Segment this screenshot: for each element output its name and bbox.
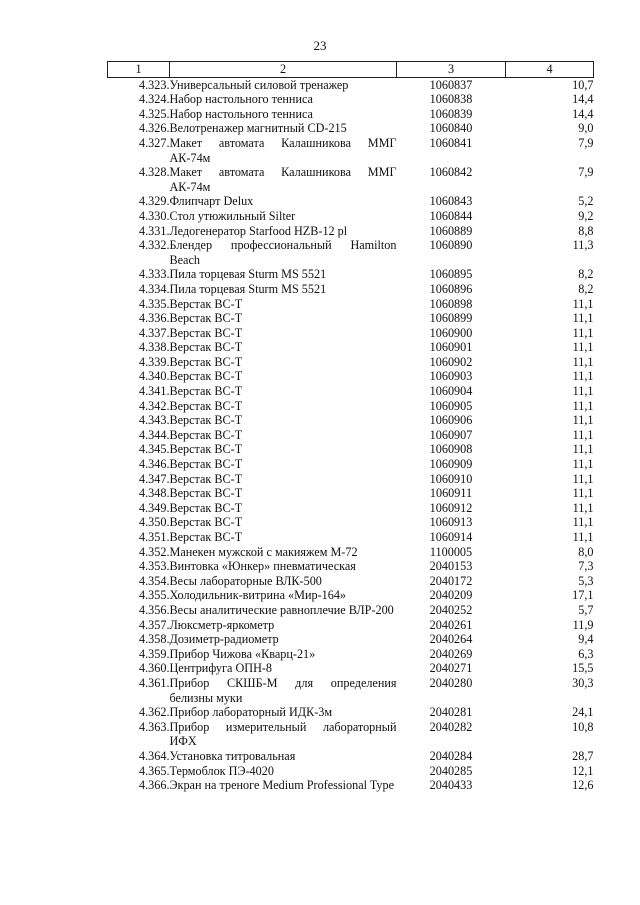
item-name: Верстак ВС-Т — [169, 515, 243, 530]
inventory-code: 1060902 — [429, 354, 473, 369]
row-number: 4.335. — [139, 296, 170, 311]
item-name: Манекен мужской с макияжем М-72 — [169, 544, 358, 559]
table-row — [108, 778, 594, 793]
inventory-code: 1060906 — [429, 413, 473, 428]
inventory-code: 1060904 — [429, 384, 473, 399]
table-row — [108, 194, 594, 209]
table-row — [108, 209, 594, 224]
inventory-code: 1060896 — [429, 281, 473, 296]
item-name: Велотренажер магнитный CD-215 — [169, 121, 347, 136]
item-value: 24,1 — [572, 705, 594, 720]
column-header-value: 4 — [506, 62, 594, 78]
table-row — [108, 559, 594, 574]
item-name: Прибор лабораторный ИДК-3м — [169, 705, 333, 720]
row-number: 4.340. — [139, 369, 170, 384]
table-row — [108, 530, 594, 545]
row-number: 4.352. — [139, 544, 170, 559]
row-number: 4.333. — [139, 267, 170, 282]
row-number: 4.325. — [139, 106, 170, 121]
row-number: 4.341. — [139, 384, 170, 399]
table-row — [108, 588, 594, 603]
inventory-code: 1060905 — [429, 398, 473, 413]
item-name: Верстак ВС-Т — [169, 369, 243, 384]
item-value: 11,1 — [572, 530, 594, 544]
item-value: 11,1 — [572, 413, 594, 428]
item-name: Люксметр-яркометр — [169, 617, 275, 632]
item-name: Верстак ВС-Т — [169, 442, 243, 457]
table-row — [108, 661, 594, 676]
table-row — [108, 428, 594, 443]
item-name: Винтовка «Юнкер» пневматическая — [169, 559, 356, 574]
inventory-code: 1060912 — [429, 500, 473, 515]
table-row — [108, 340, 594, 355]
item-value: 11,1 — [572, 325, 594, 340]
row-number: 4.342. — [139, 398, 170, 413]
row-number: 4.345. — [139, 442, 170, 457]
row-number: 4.358. — [139, 632, 170, 647]
row-number: 4.324. — [139, 92, 170, 107]
item-name: Прибор СКШБ-М для определения белизны муки — [169, 675, 397, 705]
item-value: 17,1 — [572, 588, 594, 603]
inventory-code: 1100005 — [429, 544, 473, 559]
row-number: 4.366. — [139, 778, 170, 793]
table-row — [108, 355, 594, 370]
item-name: Набор настольного тенниса — [169, 106, 313, 121]
table-row — [108, 457, 594, 472]
item-name: Набор настольного тенниса — [169, 92, 313, 107]
inventory-code: 2040172 — [429, 573, 473, 588]
table-row — [108, 311, 594, 326]
item-value: 11,1 — [572, 369, 594, 384]
inventory-code: 1060903 — [429, 369, 473, 384]
table-row — [108, 705, 594, 720]
table-row — [108, 224, 594, 239]
table-row — [108, 384, 594, 399]
row-number: 4.346. — [139, 457, 170, 472]
item-name: Макет автомата Калашникова ММГ АК-74м — [169, 135, 397, 165]
table-row — [108, 442, 594, 457]
inventory-code: 1060840 — [429, 121, 473, 136]
item-value: 5,2 — [578, 194, 594, 209]
item-name: Верстак ВС-Т — [169, 384, 243, 399]
inventory-code: 1060838 — [429, 92, 473, 107]
item-value: 8,2 — [578, 281, 594, 296]
item-value: 11,1 — [572, 340, 594, 355]
table-row — [108, 165, 594, 194]
item-value: 8,0 — [578, 544, 594, 559]
row-number: 4.339. — [139, 354, 170, 369]
table-row — [108, 297, 594, 312]
inventory-code: 1060841 — [429, 135, 473, 150]
item-value: 30,3 — [572, 675, 594, 690]
row-number: 4.337. — [139, 325, 170, 340]
inventory-code: 1060913 — [429, 515, 473, 530]
row-number: 4.354. — [139, 573, 170, 588]
item-value: 10,7 — [572, 77, 594, 92]
item-name: Верстак ВС-Т — [169, 471, 243, 486]
item-name: Стол утюжильный Silter — [169, 208, 296, 223]
page-number: 23 — [313, 38, 327, 53]
table-row — [108, 77, 594, 92]
table-row — [108, 574, 594, 589]
inventory-code: 2040252 — [429, 602, 473, 617]
table-row — [108, 501, 594, 516]
item-name: Прибор Чижова «Кварц-21» — [169, 646, 316, 661]
row-number: 4.362. — [139, 705, 170, 720]
row-number: 4.348. — [139, 486, 170, 501]
inventory-code: 1060914 — [429, 530, 473, 544]
item-value: 8,2 — [578, 267, 594, 282]
row-number: 4.357. — [139, 617, 170, 632]
inventory-code: 2040261 — [429, 617, 473, 632]
row-number: 4.350. — [139, 515, 170, 530]
item-name: Центрифуга ОПН-8 — [169, 661, 273, 676]
item-name: Дозиметр-радиометр — [169, 632, 279, 647]
table-row — [108, 647, 594, 662]
item-value: 14,4 — [572, 106, 594, 121]
item-name: Верстак ВС-Т — [169, 413, 243, 428]
inventory-code: 2040281 — [429, 705, 473, 720]
item-value: 11,1 — [572, 457, 594, 472]
item-value: 28,7 — [572, 748, 594, 763]
inventory-code: 2040264 — [429, 632, 473, 647]
item-value: 11,1 — [572, 427, 594, 442]
inventory-code: 1060911 — [429, 486, 473, 501]
inventory-code: 1060908 — [429, 442, 473, 457]
inventory-code: 1060895 — [429, 267, 473, 282]
table-row — [108, 326, 594, 341]
row-number: 4.355. — [139, 588, 170, 603]
inventory-code: 2040280 — [429, 675, 473, 690]
inventory-code: 1060839 — [429, 106, 473, 121]
item-value: 6,3 — [578, 646, 594, 661]
table-row — [108, 749, 594, 764]
item-value: 11,1 — [572, 515, 594, 530]
inventory-code: 1060899 — [429, 311, 473, 326]
row-number: 4.331. — [139, 223, 170, 238]
row-number: 4.336. — [139, 311, 170, 326]
row-number: 4.359. — [139, 646, 170, 661]
item-value: 11,1 — [572, 311, 594, 326]
table-row — [108, 107, 594, 122]
item-value: 9,4 — [578, 632, 594, 647]
item-name: Ледогенератор Starfood HZB-12 pl — [169, 223, 348, 238]
column-header-code: 3 — [397, 62, 506, 78]
item-name: Блендер профессиональный Hamilton Beach — [169, 238, 397, 267]
table-row — [108, 267, 594, 282]
item-value: 11,1 — [572, 398, 594, 413]
inventory-code: 2040433 — [429, 778, 473, 793]
row-number: 4.363. — [139, 719, 170, 734]
item-name: Весы аналитические равноплечие ВЛР-200 — [169, 602, 394, 617]
item-value: 11,1 — [572, 354, 594, 369]
row-number: 4.328. — [139, 165, 170, 180]
inventory-table — [107, 61, 594, 793]
item-name: Верстак ВС-Т — [169, 311, 243, 326]
item-name: Верстак ВС-Т — [169, 530, 243, 544]
item-name: Верстак ВС-Т — [169, 500, 243, 515]
table-row — [108, 545, 594, 560]
item-name: Холодильник-витрина «Мир-164» — [169, 588, 347, 603]
item-value: 9,2 — [578, 208, 594, 223]
inventory-code: 1060843 — [429, 194, 473, 209]
row-number: 4.356. — [139, 602, 170, 617]
inventory-code: 2040269 — [429, 646, 473, 661]
inventory-code: 2040282 — [429, 719, 473, 734]
item-name: Верстак ВС-Т — [169, 398, 243, 413]
row-number: 4.343. — [139, 413, 170, 428]
table-row — [108, 720, 594, 749]
row-number: 4.360. — [139, 661, 170, 676]
item-name: Верстак ВС-Т — [169, 427, 243, 442]
row-number: 4.365. — [139, 763, 170, 778]
table-row — [108, 413, 594, 428]
inventory-code: 1060909 — [429, 457, 473, 472]
table-row — [108, 486, 594, 501]
inventory-code: 1060842 — [429, 165, 473, 180]
item-value: 12,6 — [572, 778, 594, 793]
item-name: Верстак ВС-Т — [169, 325, 243, 340]
table-row — [108, 369, 594, 384]
table-header-row — [108, 62, 594, 78]
item-value: 11,1 — [572, 442, 594, 457]
item-value: 7,3 — [578, 559, 594, 574]
inventory-code: 2040285 — [429, 763, 473, 778]
table-body — [108, 77, 594, 793]
row-number: 4.329. — [139, 194, 170, 209]
row-number: 4.364. — [139, 748, 170, 763]
table-row — [108, 676, 594, 705]
row-number: 4.332. — [139, 238, 170, 253]
row-number: 4.338. — [139, 340, 170, 355]
item-name: Верстак ВС-Т — [169, 296, 243, 311]
item-value: 9,0 — [578, 121, 594, 136]
inventory-code: 1060907 — [429, 427, 473, 442]
item-value: 11,1 — [572, 384, 594, 399]
table-row — [108, 121, 594, 136]
table-row — [108, 603, 594, 618]
item-value: 11,1 — [572, 471, 594, 486]
item-value: 8,8 — [578, 223, 594, 238]
item-name: Верстак ВС-Т — [169, 354, 243, 369]
item-name: Флипчарт Delux — [169, 194, 254, 209]
row-number: 4.327. — [139, 135, 170, 150]
row-number: 4.326. — [139, 121, 170, 136]
item-value: 7,9 — [578, 135, 594, 150]
inventory-code: 2040153 — [429, 559, 473, 574]
item-name: Термоблок ПЭ-4020 — [169, 763, 274, 778]
inventory-code: 2040209 — [429, 588, 473, 603]
inventory-code: 1060898 — [429, 296, 473, 311]
inventory-code: 1060910 — [429, 471, 473, 486]
table-row — [108, 92, 594, 107]
item-value: 7,9 — [578, 165, 594, 180]
table-row — [108, 472, 594, 487]
row-number: 4.347. — [139, 471, 170, 486]
inventory-code: 1060890 — [429, 238, 473, 253]
inventory-code: 1060844 — [429, 208, 473, 223]
item-value: 12,1 — [572, 763, 594, 778]
item-name: Установка титровальная — [169, 748, 296, 763]
item-name: Макет автомата Калашникова ММГ АК-74м — [169, 165, 397, 194]
row-number: 4.361. — [139, 675, 170, 690]
table-row — [108, 282, 594, 297]
inventory-code: 1060901 — [429, 340, 473, 355]
inventory-code: 2040284 — [429, 748, 473, 763]
item-value: 11,1 — [572, 500, 594, 515]
row-number: 4.344. — [139, 427, 170, 442]
row-number: 4.349. — [139, 500, 170, 515]
item-value: 11,1 — [572, 486, 594, 501]
row-number: 4.353. — [139, 559, 170, 574]
item-name: Верстак ВС-Т — [169, 457, 243, 472]
inventory-code: 1060900 — [429, 325, 473, 340]
item-value: 11,3 — [572, 238, 594, 253]
item-value: 14,4 — [572, 92, 594, 107]
row-number: 4.323. — [139, 77, 170, 92]
table-row — [108, 764, 594, 779]
inventory-code: 1060837 — [429, 77, 473, 92]
item-name: Верстак ВС-Т — [169, 340, 243, 355]
item-name: Верстак ВС-Т — [169, 486, 243, 501]
item-value: 5,3 — [578, 573, 594, 588]
row-number: 4.334. — [139, 281, 170, 296]
inventory-code: 1060889 — [429, 223, 473, 238]
table-row — [108, 136, 594, 165]
column-header-name: 2 — [170, 62, 397, 78]
row-number: 4.351. — [139, 530, 170, 544]
table-row — [108, 399, 594, 414]
item-value: 11,1 — [572, 296, 594, 311]
item-value: 10,8 — [572, 719, 594, 734]
row-number: 4.330. — [139, 208, 170, 223]
item-name: Универсальный силовой тренажер — [169, 77, 349, 92]
table-row — [108, 618, 594, 633]
item-name: Весы лабораторные ВЛК-500 — [169, 573, 322, 588]
table-row — [108, 632, 594, 647]
table-row — [108, 515, 594, 530]
column-header-number: 1 — [108, 62, 170, 78]
item-value: 15,5 — [572, 661, 594, 676]
item-value: 11,9 — [572, 617, 594, 632]
item-name: Пила торцевая Sturm MS 5521 — [169, 281, 327, 296]
table-row — [108, 238, 594, 267]
item-name: Экран на треноге Medium Professional Type — [169, 778, 395, 793]
item-name: Прибор измерительный лабораторный ИФХ — [169, 719, 397, 749]
item-name: Пила торцевая Sturm MS 5521 — [169, 267, 327, 282]
item-value: 5,7 — [578, 602, 594, 617]
inventory-code: 2040271 — [429, 661, 473, 676]
